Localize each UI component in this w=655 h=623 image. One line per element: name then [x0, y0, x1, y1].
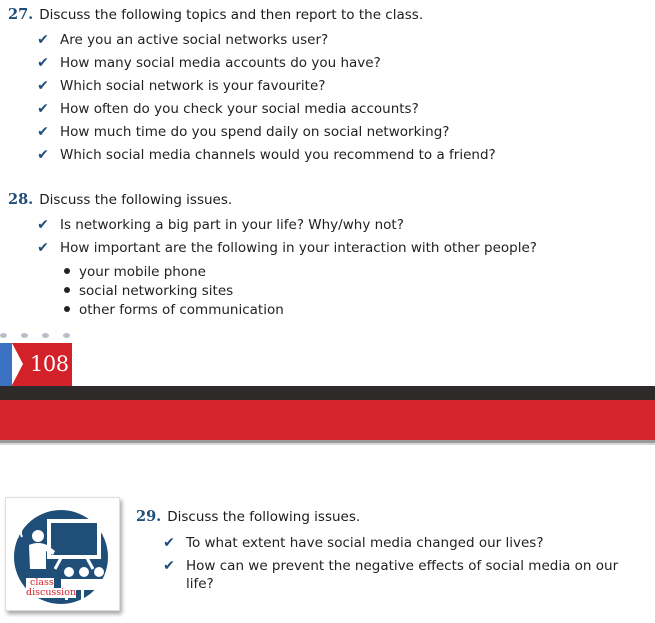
- list-item: your mobile phone: [64, 263, 284, 281]
- section-28-number: 28.: [8, 191, 34, 208]
- icon-label-line2: discussion: [26, 587, 77, 598]
- list-item: social networking sites: [64, 282, 284, 300]
- footer-band-red: [0, 400, 655, 440]
- section-28-sublist: [64, 263, 284, 319]
- decorative-dot: [42, 333, 49, 338]
- section-29-number: 29.: [136, 508, 162, 525]
- page-tab-accent: [0, 343, 12, 386]
- list-item: ✔ Which social network is your favourite?: [37, 78, 326, 94]
- section-27-title: Discuss the following topics and then report to the class.: [39, 7, 424, 23]
- section-27-heading: [8, 6, 423, 23]
- icon-label: [26, 578, 76, 598]
- list-item: ✔ Is networking a big part in your life? Why/why not?: [37, 217, 404, 233]
- footer-band-dark: [0, 386, 655, 400]
- bullet-icon: [64, 268, 70, 274]
- list-item: ✔ How many social media accounts do you have?: [37, 55, 381, 71]
- list-item: ✔ How can we prevent the negative effects of social media on our: [163, 558, 619, 574]
- section-28-title: Discuss the following issues.: [39, 192, 233, 208]
- checkmark-icon: ✔: [37, 240, 49, 256]
- checkmark-icon: ✔: [163, 558, 175, 574]
- decorative-dot: [63, 333, 70, 338]
- section-29-list: [162, 534, 618, 593]
- checkmark-icon: ✔: [37, 55, 49, 71]
- checkmark-icon: ✔: [37, 217, 49, 233]
- section-27-number: 27.: [8, 6, 34, 23]
- bullet-icon: [64, 287, 70, 293]
- section-29-title: Discuss the following issues.: [167, 509, 361, 525]
- list-item: ✔ Are you an active social networks user?: [37, 32, 329, 48]
- list-item: other forms of communication: [64, 301, 284, 319]
- checkmark-icon: ✔: [37, 101, 49, 117]
- list-item: ✔ Which social media channels would you recommend to a friend?: [37, 147, 496, 163]
- list-item: ✔ How much time do you spend daily on social networking?: [37, 124, 450, 140]
- page-tab-notch: [12, 343, 23, 385]
- checkmark-icon: ✔: [163, 535, 175, 551]
- section-27-list: [36, 31, 496, 164]
- footer-band-shadow-light: [0, 443, 655, 445]
- checkmark-icon: ✔: [37, 32, 49, 48]
- decorative-dot: [0, 333, 7, 338]
- decorative-dot: [21, 333, 28, 338]
- checkmark-icon: ✔: [37, 147, 49, 163]
- list-item: ✔ How often do you check your social media accounts?: [37, 101, 419, 117]
- checkmark-icon: ✔: [37, 124, 49, 140]
- section-28-heading: [8, 191, 232, 208]
- checkmark-icon: ✔: [37, 78, 49, 94]
- bullet-icon: [64, 306, 70, 312]
- list-item: ✔ To what extent have social media changed our lives?: [163, 535, 544, 551]
- page-number: 108: [30, 352, 69, 376]
- list-item-continuation: life?: [186, 576, 214, 592]
- section-29-heading: [136, 508, 360, 525]
- list-item: ✔ How important are the following in your interaction with other people?: [37, 240, 537, 256]
- section-28-list: [36, 216, 537, 257]
- icon-label-line1: class: [26, 578, 54, 588]
